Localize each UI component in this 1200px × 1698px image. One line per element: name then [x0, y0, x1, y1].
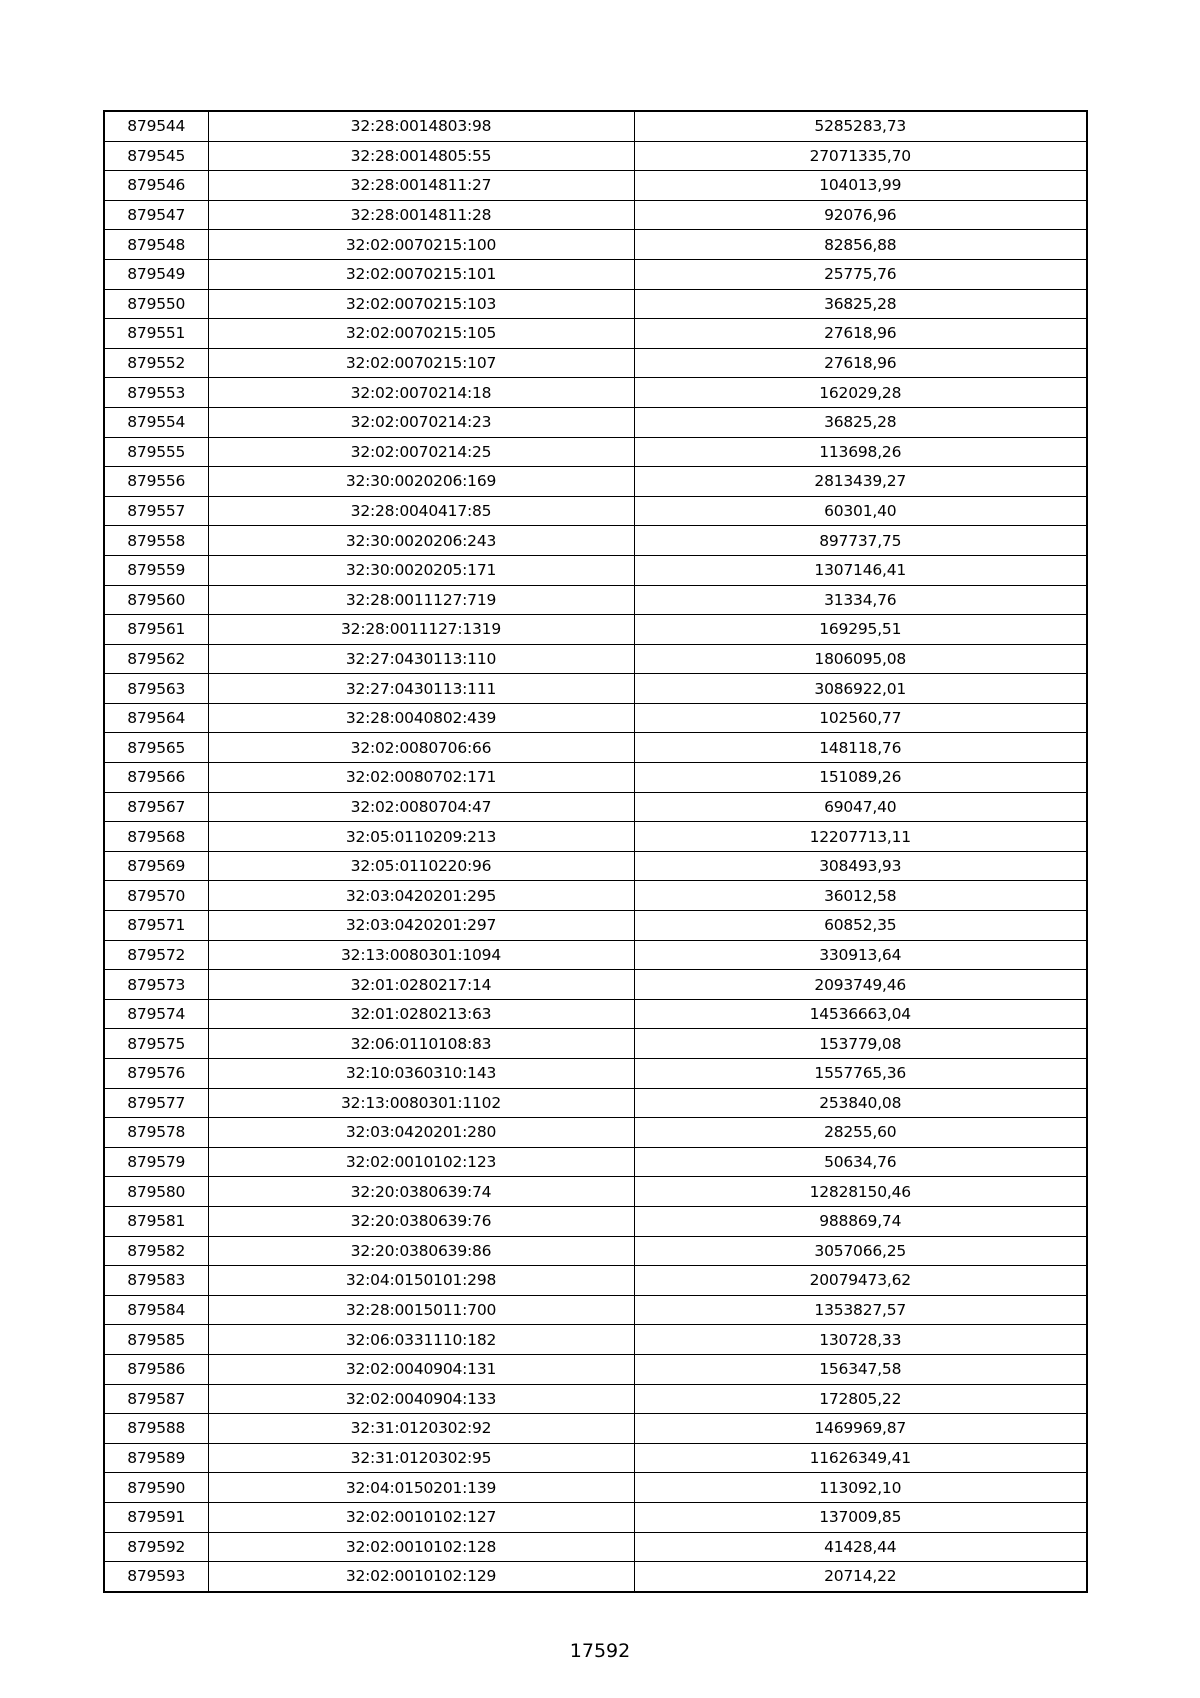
row-id-cell: 879545	[104, 141, 208, 171]
cadastral-number-cell: 32:28:0011127:1319	[208, 615, 634, 645]
row-id-cell: 879547	[104, 200, 208, 230]
row-id-cell: 879591	[104, 1502, 208, 1532]
cadastral-number-cell: 32:02:0070214:18	[208, 378, 634, 408]
table-row	[104, 1088, 1087, 1118]
table-row	[104, 1325, 1087, 1355]
table-row	[104, 851, 1087, 881]
table-row	[104, 615, 1087, 645]
table-row	[104, 1206, 1087, 1236]
cadastral-value-cell: 330913,64	[634, 940, 1087, 970]
row-id-cell: 879553	[104, 378, 208, 408]
table-row	[104, 1502, 1087, 1532]
table-row	[104, 1443, 1087, 1473]
cadastral-number-cell: 32:30:0020206:169	[208, 467, 634, 497]
cadastral-number-cell: 32:28:0015011:700	[208, 1295, 634, 1325]
cadastral-value-cell: 113698,26	[634, 437, 1087, 467]
table-row	[104, 911, 1087, 941]
cadastral-value-cell: 36825,28	[634, 407, 1087, 437]
row-id-cell: 879589	[104, 1443, 208, 1473]
cadastral-number-cell: 32:20:0380639:74	[208, 1177, 634, 1207]
cadastral-number-cell: 32:03:0420201:280	[208, 1118, 634, 1148]
cadastral-number-cell: 32:31:0120302:95	[208, 1443, 634, 1473]
cadastral-number-cell: 32:28:0014805:55	[208, 141, 634, 171]
cadastral-value-cell: 20079473,62	[634, 1266, 1087, 1296]
table-row	[104, 467, 1087, 497]
row-id-cell: 879571	[104, 911, 208, 941]
cadastral-value-cell: 1307146,41	[634, 555, 1087, 585]
table-row	[104, 1147, 1087, 1177]
table-row	[104, 200, 1087, 230]
cadastral-value-cell: 27618,96	[634, 348, 1087, 378]
cadastral-value-cell: 1469969,87	[634, 1414, 1087, 1444]
cadastral-number-cell: 32:02:0080706:66	[208, 733, 634, 763]
table-row	[104, 733, 1087, 763]
table-row	[104, 230, 1087, 260]
table-row	[104, 970, 1087, 1000]
table-row	[104, 259, 1087, 289]
cadastral-value-cell: 1806095,08	[634, 644, 1087, 674]
cadastral-value-cell: 27618,96	[634, 319, 1087, 349]
row-id-cell: 879544	[104, 111, 208, 141]
cadastral-value-cell: 50634,76	[634, 1147, 1087, 1177]
table-row	[104, 1473, 1087, 1503]
row-id-cell: 879588	[104, 1414, 208, 1444]
table-row	[104, 1354, 1087, 1384]
cadastral-value-cell: 60852,35	[634, 911, 1087, 941]
table-row	[104, 437, 1087, 467]
table-row	[104, 703, 1087, 733]
row-id-cell: 879579	[104, 1147, 208, 1177]
cadastral-number-cell: 32:03:0420201:297	[208, 911, 634, 941]
row-id-cell: 879569	[104, 851, 208, 881]
table-row	[104, 1029, 1087, 1059]
cadastral-value-cell: 113092,10	[634, 1473, 1087, 1503]
row-id-cell: 879554	[104, 407, 208, 437]
table-row	[104, 1532, 1087, 1562]
row-id-cell: 879564	[104, 703, 208, 733]
cadastral-number-cell: 32:02:0070215:100	[208, 230, 634, 260]
row-id-cell: 879581	[104, 1206, 208, 1236]
cadastral-value-cell: 137009,85	[634, 1502, 1087, 1532]
cadastral-value-cell: 3057066,25	[634, 1236, 1087, 1266]
row-id-cell: 879561	[104, 615, 208, 645]
row-id-cell: 879583	[104, 1266, 208, 1296]
cadastral-number-cell: 32:27:0430113:110	[208, 644, 634, 674]
cadastral-value-cell: 92076,96	[634, 200, 1087, 230]
cadastral-number-cell: 32:13:0080301:1094	[208, 940, 634, 970]
cadastral-value-cell: 130728,33	[634, 1325, 1087, 1355]
cadastral-value-cell: 12207713,11	[634, 822, 1087, 852]
table-row	[104, 792, 1087, 822]
cadastral-value-cell: 162029,28	[634, 378, 1087, 408]
table-row	[104, 496, 1087, 526]
cadastral-number-cell: 32:13:0080301:1102	[208, 1088, 634, 1118]
row-id-cell: 879572	[104, 940, 208, 970]
table-row	[104, 407, 1087, 437]
cadastral-number-cell: 32:31:0120302:92	[208, 1414, 634, 1444]
cadastral-number-cell: 32:02:0080702:171	[208, 763, 634, 793]
cadastral-value-cell: 151089,26	[634, 763, 1087, 793]
table-row	[104, 1384, 1087, 1414]
table-row	[104, 111, 1087, 141]
cadastral-value-cell: 253840,08	[634, 1088, 1087, 1118]
row-id-cell: 879563	[104, 674, 208, 704]
table-row	[104, 555, 1087, 585]
cadastral-value-cell: 82856,88	[634, 230, 1087, 260]
table-row	[104, 289, 1087, 319]
cadastral-value-cell: 69047,40	[634, 792, 1087, 822]
cadastral-number-cell: 32:02:0040904:131	[208, 1354, 634, 1384]
cadastral-value-cell: 5285283,73	[634, 111, 1087, 141]
cadastral-value-cell: 172805,22	[634, 1384, 1087, 1414]
row-id-cell: 879582	[104, 1236, 208, 1266]
cadastral-value-cell: 27071335,70	[634, 141, 1087, 171]
row-id-cell: 879560	[104, 585, 208, 615]
table-row	[104, 1177, 1087, 1207]
row-id-cell: 879570	[104, 881, 208, 911]
table-row	[104, 763, 1087, 793]
cadastral-value-cell: 41428,44	[634, 1532, 1087, 1562]
cadastral-value-cell: 36012,58	[634, 881, 1087, 911]
row-id-cell: 879573	[104, 970, 208, 1000]
row-id-cell: 879578	[104, 1118, 208, 1148]
cadastral-value-cell: 25775,76	[634, 259, 1087, 289]
row-id-cell: 879592	[104, 1532, 208, 1562]
cadastral-number-cell: 32:04:0150201:139	[208, 1473, 634, 1503]
cadastral-value-cell: 2093749,46	[634, 970, 1087, 1000]
table-row	[104, 881, 1087, 911]
row-id-cell: 879562	[104, 644, 208, 674]
cadastral-number-cell: 32:01:0280213:63	[208, 999, 634, 1029]
table-row	[104, 319, 1087, 349]
cadastral-number-cell: 32:28:0014811:27	[208, 171, 634, 201]
cadastral-value-cell: 1557765,36	[634, 1059, 1087, 1089]
table-row	[104, 940, 1087, 970]
cadastral-value-cell: 28255,60	[634, 1118, 1087, 1148]
cadastral-number-cell: 32:02:0070215:105	[208, 319, 634, 349]
cadastral-number-cell: 32:02:0010102:123	[208, 1147, 634, 1177]
cadastral-value-cell: 1353827,57	[634, 1295, 1087, 1325]
table-row	[104, 378, 1087, 408]
cadastral-number-cell: 32:02:0040904:133	[208, 1384, 634, 1414]
table-row	[104, 1266, 1087, 1296]
row-id-cell: 879580	[104, 1177, 208, 1207]
row-id-cell: 879550	[104, 289, 208, 319]
row-id-cell: 879574	[104, 999, 208, 1029]
cadastral-number-cell: 32:28:0014803:98	[208, 111, 634, 141]
cadastral-value-cell: 104013,99	[634, 171, 1087, 201]
cadastral-value-cell: 153779,08	[634, 1029, 1087, 1059]
cadastral-value-cell: 36825,28	[634, 289, 1087, 319]
cadastral-number-cell: 32:28:0011127:719	[208, 585, 634, 615]
cadastral-number-cell: 32:05:0110209:213	[208, 822, 634, 852]
cadastral-number-cell: 32:20:0380639:86	[208, 1236, 634, 1266]
table-row	[104, 822, 1087, 852]
table-row	[104, 1562, 1087, 1592]
row-id-cell: 879559	[104, 555, 208, 585]
cadastral-value-cell: 897737,75	[634, 526, 1087, 556]
table-row	[104, 1236, 1087, 1266]
cadastral-value-cell: 31334,76	[634, 585, 1087, 615]
cadastral-value-cell: 12828150,46	[634, 1177, 1087, 1207]
cadastral-number-cell: 32:02:0080704:47	[208, 792, 634, 822]
table-row	[104, 999, 1087, 1029]
cadastral-number-cell: 32:02:0010102:129	[208, 1562, 634, 1592]
table-row	[104, 171, 1087, 201]
cadastral-number-cell: 32:02:0010102:128	[208, 1532, 634, 1562]
row-id-cell: 879566	[104, 763, 208, 793]
page-number: 17592	[569, 1640, 631, 1662]
cadastral-number-cell: 32:02:0070215:101	[208, 259, 634, 289]
cadastral-value-cell: 11626349,41	[634, 1443, 1087, 1473]
row-id-cell: 879587	[104, 1384, 208, 1414]
cadastral-number-cell: 32:05:0110220:96	[208, 851, 634, 881]
row-id-cell: 879558	[104, 526, 208, 556]
cadastral-number-cell: 32:06:0110108:83	[208, 1029, 634, 1059]
cadastral-value-cell: 156347,58	[634, 1354, 1087, 1384]
cadastral-number-cell: 32:01:0280217:14	[208, 970, 634, 1000]
row-id-cell: 879555	[104, 437, 208, 467]
table-row	[104, 141, 1087, 171]
cadastral-number-cell: 32:28:0040802:439	[208, 703, 634, 733]
cadastral-number-cell: 32:27:0430113:111	[208, 674, 634, 704]
cadastral-value-cell: 14536663,04	[634, 999, 1087, 1029]
row-id-cell: 879551	[104, 319, 208, 349]
table-row	[104, 644, 1087, 674]
table-row	[104, 526, 1087, 556]
cadastral-number-cell: 32:20:0380639:76	[208, 1206, 634, 1236]
table-row	[104, 674, 1087, 704]
row-id-cell: 879593	[104, 1562, 208, 1592]
cadastral-value-cell: 102560,77	[634, 703, 1087, 733]
cadastral-value-cell: 3086922,01	[634, 674, 1087, 704]
table-row	[104, 1118, 1087, 1148]
cadastral-number-cell: 32:06:0331110:182	[208, 1325, 634, 1355]
row-id-cell: 879549	[104, 259, 208, 289]
cadastral-value-cell: 60301,40	[634, 496, 1087, 526]
cadastral-value-cell: 988869,74	[634, 1206, 1087, 1236]
cadastral-value-cell: 308493,93	[634, 851, 1087, 881]
cadastral-number-cell: 32:10:0360310:143	[208, 1059, 634, 1089]
cadastral-number-cell: 32:30:0020205:171	[208, 555, 634, 585]
cadastral-number-cell: 32:04:0150101:298	[208, 1266, 634, 1296]
table-row	[104, 585, 1087, 615]
cadastral-number-cell: 32:28:0014811:28	[208, 200, 634, 230]
row-id-cell: 879575	[104, 1029, 208, 1059]
row-id-cell: 879584	[104, 1295, 208, 1325]
cadastral-number-cell: 32:03:0420201:295	[208, 881, 634, 911]
cadastral-number-cell: 32:02:0070215:103	[208, 289, 634, 319]
row-id-cell: 879568	[104, 822, 208, 852]
row-id-cell: 879557	[104, 496, 208, 526]
cadastral-number-cell: 32:30:0020206:243	[208, 526, 634, 556]
cadastral-value-cell: 2813439,27	[634, 467, 1087, 497]
row-id-cell: 879590	[104, 1473, 208, 1503]
table-row	[104, 1414, 1087, 1444]
cadastral-value-cell: 148118,76	[634, 733, 1087, 763]
row-id-cell: 879577	[104, 1088, 208, 1118]
cadastral-number-cell: 32:02:0070214:25	[208, 437, 634, 467]
cadastral-value-table	[103, 110, 1088, 1593]
cadastral-number-cell: 32:02:0070215:107	[208, 348, 634, 378]
cadastral-number-cell: 32:02:0070214:23	[208, 407, 634, 437]
cadastral-value-cell: 169295,51	[634, 615, 1087, 645]
row-id-cell: 879586	[104, 1354, 208, 1384]
row-id-cell: 879585	[104, 1325, 208, 1355]
table-body	[104, 111, 1087, 1592]
row-id-cell: 879548	[104, 230, 208, 260]
row-id-cell: 879567	[104, 792, 208, 822]
table-row	[104, 348, 1087, 378]
row-id-cell: 879556	[104, 467, 208, 497]
row-id-cell: 879565	[104, 733, 208, 763]
cadastral-number-cell: 32:28:0040417:85	[208, 496, 634, 526]
table-row	[104, 1295, 1087, 1325]
table-row	[104, 1059, 1087, 1089]
row-id-cell: 879576	[104, 1059, 208, 1089]
row-id-cell: 879552	[104, 348, 208, 378]
cadastral-value-cell: 20714,22	[634, 1562, 1087, 1592]
cadastral-number-cell: 32:02:0010102:127	[208, 1502, 634, 1532]
row-id-cell: 879546	[104, 171, 208, 201]
